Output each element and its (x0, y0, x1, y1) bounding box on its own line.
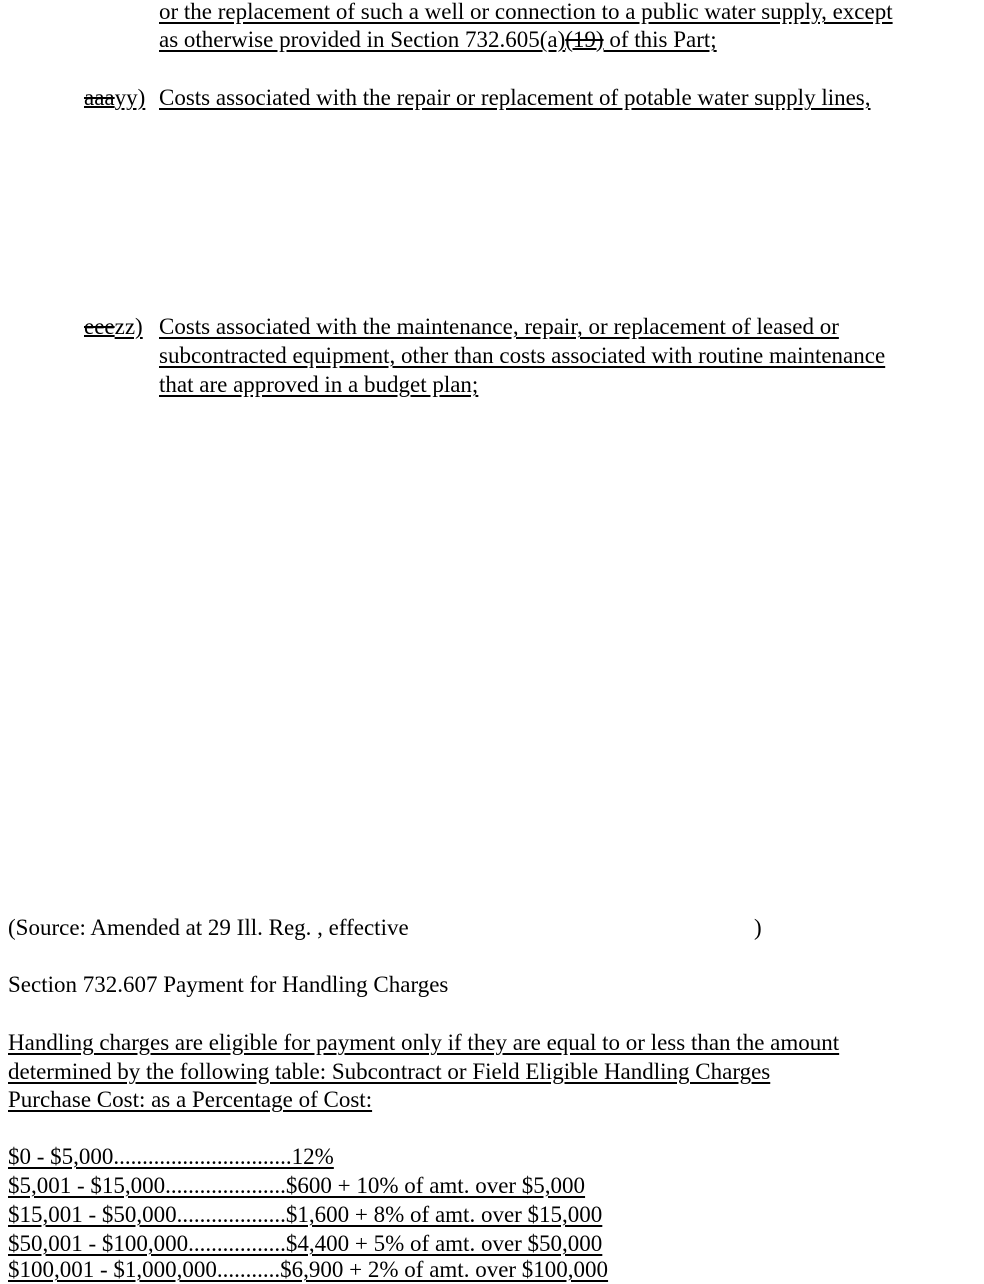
rate-row: $5,001 - $15,000.....................$600 + 10% of amt. over $5,000 (8, 1173, 586, 1198)
intro-line2: determined by the following table: Subcontract or Field Eligible Handling Charges (8, 1059, 771, 1084)
item-zz-marker-struck: eee (84, 314, 115, 339)
item-xx-line2-pre: as otherwise provided in Section 732.605(a) (159, 27, 566, 52)
section-heading: Section 732.607 Payment for Handling Charges (8, 972, 449, 997)
item-yy-marker-struck: aaa (84, 85, 115, 110)
source-note-close: ) (754, 915, 762, 940)
item-zz-line2: subcontracted equipment, other than costs associated with routine maintenance (159, 343, 886, 368)
item-xx-line2 (159, 26, 717, 54)
intro-line1: Handling charges are eligible for payment only if they are equal to or less than the amount (8, 1030, 840, 1055)
item-zz-line3: that are approved in a budget plan; (159, 372, 479, 397)
item-xx-line1: or the replacement of such a well or connection to a public water supply, except (159, 0, 893, 24)
item-xx-line2-post: of this Part; (603, 27, 717, 52)
item-zz-marker: zz) (114, 314, 143, 339)
source-note: (Source: Amended at 29 Ill. Reg. , effective (8, 915, 409, 940)
item-yy-marker: yy) (114, 85, 146, 110)
item-zz-line1: Costs associated with the maintenance, repair, or replacement of leased or (159, 314, 839, 339)
item-yy (84, 84, 145, 112)
rate-row: $50,001 - $100,000.................$4,400 + 5% of amt. over $50,000 (8, 1231, 603, 1256)
item-xx-line2-struck: (19) (565, 27, 604, 52)
rate-row: $100,001 - $1,000,000...........$6,900 + 2% of amt. over $100,000 (8, 1257, 609, 1282)
intro-line3: Purchase Cost: as a Percentage of Cost: (8, 1087, 373, 1112)
rate-row: $15,001 - $50,000...................$1,600 + 8% of amt. over $15,000 (8, 1202, 603, 1227)
rate-row: $0 - $5,000...............................12% (8, 1144, 334, 1169)
item-yy-text: Costs associated with the repair or replacement of potable water supply lines, (159, 85, 871, 110)
item-zz (84, 313, 143, 341)
